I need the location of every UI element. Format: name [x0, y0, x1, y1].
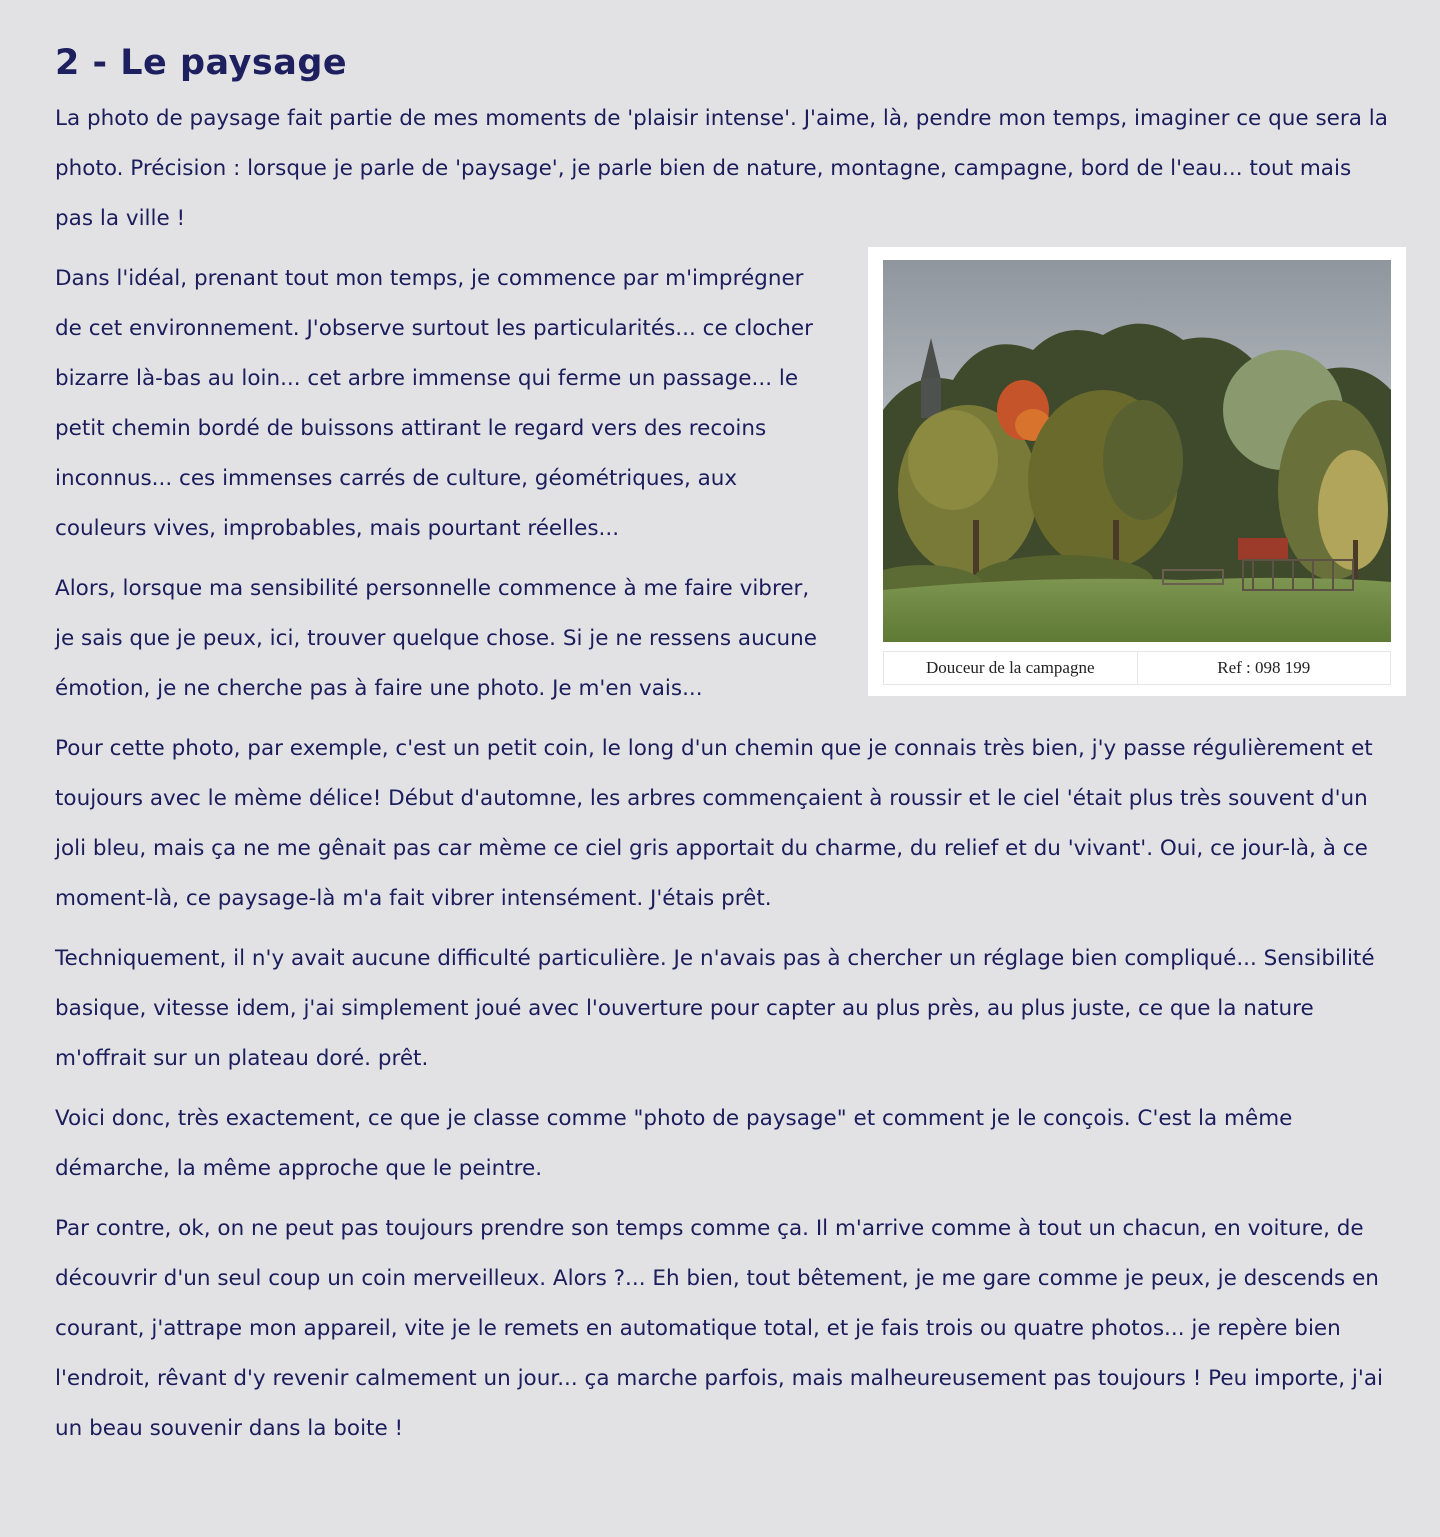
paragraph: Alors, lorsque ma sensibilité personnelle commence à me faire vibrer, je sais que je peux, ici, trouver quelque chose. Si je ne ressens aucune émotion, je ne cherche pas à faire une photo. Je m'en vais... [55, 576, 818, 701]
caption-ref: Ref : 098 199 [1137, 652, 1391, 684]
paragraph: Techniquement, il n'y avait aucune difficulté particulière. Je n'avais pas à chercher un réglage bien compliqué... Sensibilité basique, vitesse idem, j'ai simplement joué avec l'ouverture pour capter au plus près, au plus juste, ce que la nature m'offrait sur un plateau doré. prêt. [55, 946, 1375, 1071]
intro-paragraph: La photo de paysage fait partie de mes moments de 'plaisir intense'. J'aime, là, pendre mon temps, imaginer ce que sera la photo. Précision : lorsque je parle de 'paysage', je parle bien de nature, montagne, campagne, bord de l'eau... tout mais pas la ville ! [55, 106, 1388, 231]
page-title: 2 - Le paysage [55, 43, 348, 83]
paragraph: Par contre, ok, on ne peut pas toujours prendre son temps comme ça. Il m'arrive comme à tout un chacun, en voiture, de découvrir d'un seul coup un coin merveilleux. Alors ?... Eh bien, tout bêtement, je me gare comme je peux, je descends en courant, j'attrape mon appareil, vite je le remets en automatique total, et je fais trois ou quatre photos... je repère bien l'endroit, rêvant d'y revenir calmement un jour... ça marche parfois, mais malheureusement pas toujours ! Peu importe, j'ai un beau souvenir dans la boite ! [55, 1216, 1383, 1441]
paragraph: Voici donc, très exactement, ce que je classe comme "photo de paysage" et comment je le conçois. C'est la même démarche, la même approche que le peintre. [55, 1106, 1293, 1181]
caption-title: Douceur de la campagne [926, 658, 1095, 677]
landscape-photo [883, 260, 1391, 642]
paragraph: Pour cette photo, par exemple, c'est un petit coin, le long d'un chemin que je connais très bien, j'y passe régulièrement et toujours avec le mème délice! Début d'automne, les arbres commençaient à roussir et le ciel 'était plus très souvent d'un joli bleu, mais ça ne me gênait pas car mème ce ciel gris apportait du charme, du relief et du 'vivant'. Oui, ce jour-là, à ce moment-là, ce paysage-là m'a fait vibrer intensément. J'étais prêt. [55, 736, 1373, 911]
photo-caption [883, 651, 1391, 685]
photo-frame [868, 247, 1406, 696]
paragraph: Dans l'idéal, prenant tout mon temps, je commence par m'imprégner de cet environnement. J'observe surtout les particularités... ce clocher bizarre là-bas au loin... cet arbre immense qui ferme un passage... le petit chemin bordé de buissons attirant le regard vers des recoins inconnus... ces immenses carrés de culture, géométriques, aux couleurs vives, improbables, mais pourtant réelles... [55, 266, 813, 541]
